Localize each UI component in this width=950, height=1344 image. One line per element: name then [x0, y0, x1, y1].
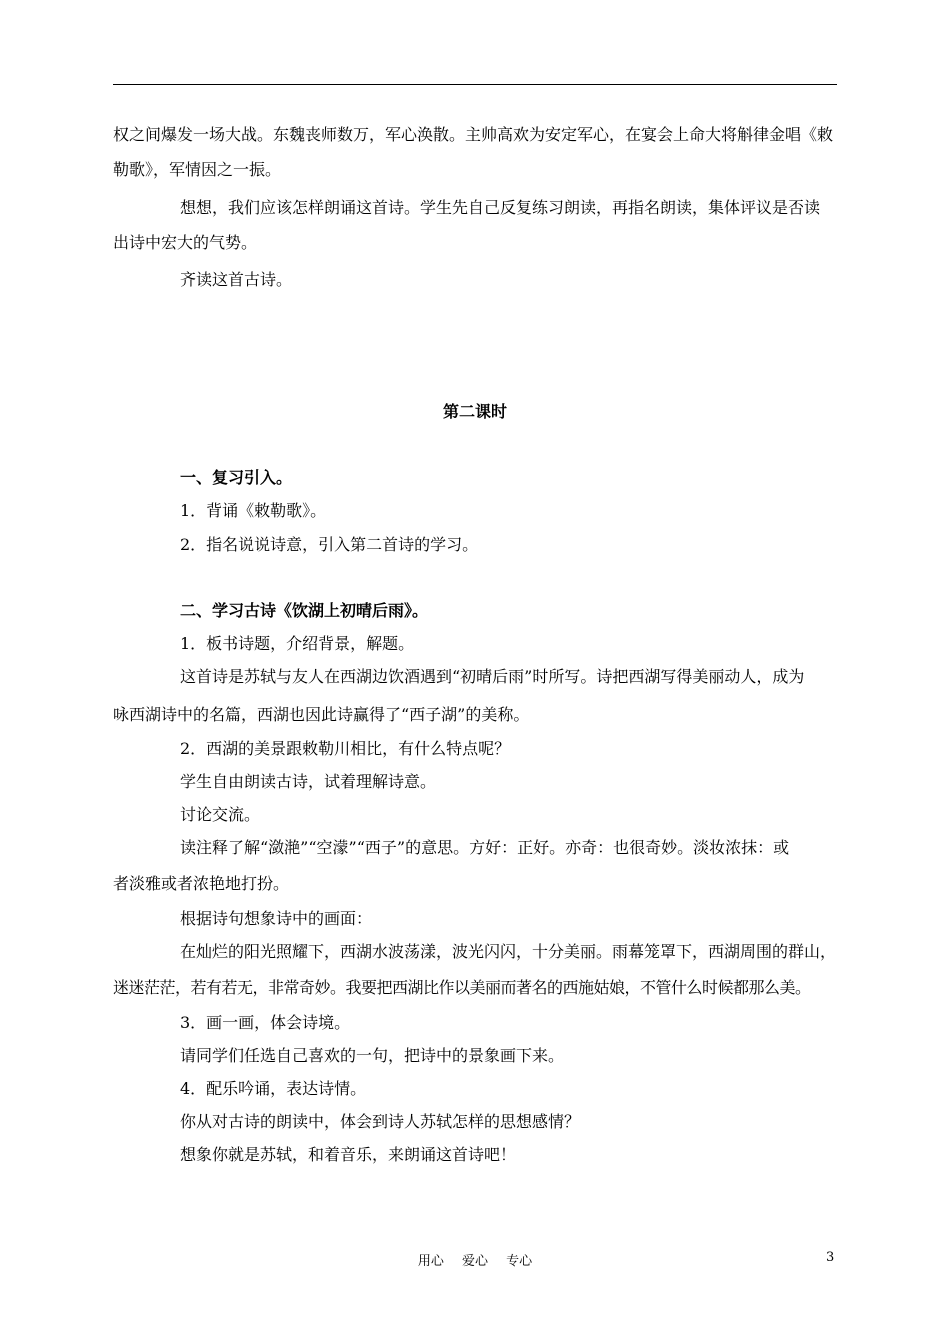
paragraph-line: 这首诗是苏轼与友人在西湖边饮酒遇到“初晴后雨”时所写。诗把西湖写得美丽动人，成为 [180, 667, 805, 686]
paragraph-line: 勒歌》，军情因之一振。 [113, 160, 282, 179]
list-item: 4．配乐吟诵，表达诗情。 [180, 1079, 367, 1098]
list-item: 3．画一画，体会诗境。 [180, 1013, 351, 1032]
paragraph-line: 齐读这首古诗。 [180, 270, 293, 289]
section-title: 第二课时 [442, 402, 507, 421]
list-item: 1．背诵《敕勒歌》。 [180, 501, 327, 520]
paragraph-line: 讨论交流。 [180, 805, 261, 824]
paragraph-line: 读注释了解“潋滟”“空濛”“西子”的意思。方好：正好。亦奇：也很奇妙。淡妆浓抹：或 [180, 838, 790, 857]
paragraph-line: 想想，我们应该怎样朗诵这首诗。学生先自己反复练习朗读，再指名朗读，集体评议是否读 [180, 198, 821, 217]
page-number: 3 [826, 1250, 835, 1265]
footer-motto: 用心 爱心 专心 [417, 1254, 533, 1269]
header-rule [113, 84, 837, 85]
paragraph-line: 在灿烂的阳光照耀下，西湖水波荡漾，波光闪闪，十分美丽。雨幕笼罩下，西湖周围的群山， [180, 942, 837, 961]
section-heading: 一、复习引入。 [180, 468, 293, 487]
paragraph-line: 学生自由朗读古诗，试着理解诗意。 [180, 772, 437, 791]
paragraph-line: 权之间爆发一场大战。东魏丧师数万，军心涣散。主帅高欢为安定军心，在宴会上命大将斛律金唱《敕 [113, 125, 834, 144]
paragraph-line: 出诗中宏大的气势。 [113, 233, 258, 252]
paragraph-line: 迷迷茫茫，若有若无，非常奇妙。我要把西湖比作以美丽而著名的西施姑娘，不管什么时候都那么美。 [113, 978, 811, 997]
paragraph-line: 请同学们任选自己喜欢的一句，把诗中的景象画下来。 [180, 1046, 565, 1065]
list-item: 2．西湖的美景跟敕勒川相比，有什么特点呢？ [180, 739, 511, 758]
list-item: 1．板书诗题，介绍背景，解题。 [180, 634, 415, 653]
paragraph-line: 你从对古诗的朗读中，体会到诗人苏轼怎样的思想感情？ [180, 1112, 581, 1131]
paragraph-line: 想象你就是苏轼，和着音乐，来朗诵这首诗吧！ [180, 1145, 517, 1164]
paragraph-line: 咏西湖诗中的名篇，西湖也因此诗赢得了“西子湖”的美称。 [113, 705, 530, 724]
list-item: 2．指名说说诗意，引入第二首诗的学习。 [180, 535, 479, 554]
paragraph-line: 根据诗句想象诗中的画面： [180, 909, 373, 928]
section-heading: 二、学习古诗《饮湖上初晴后雨》。 [180, 601, 429, 620]
paragraph-line: 者淡雅或者浓艳地打扮。 [113, 874, 290, 893]
